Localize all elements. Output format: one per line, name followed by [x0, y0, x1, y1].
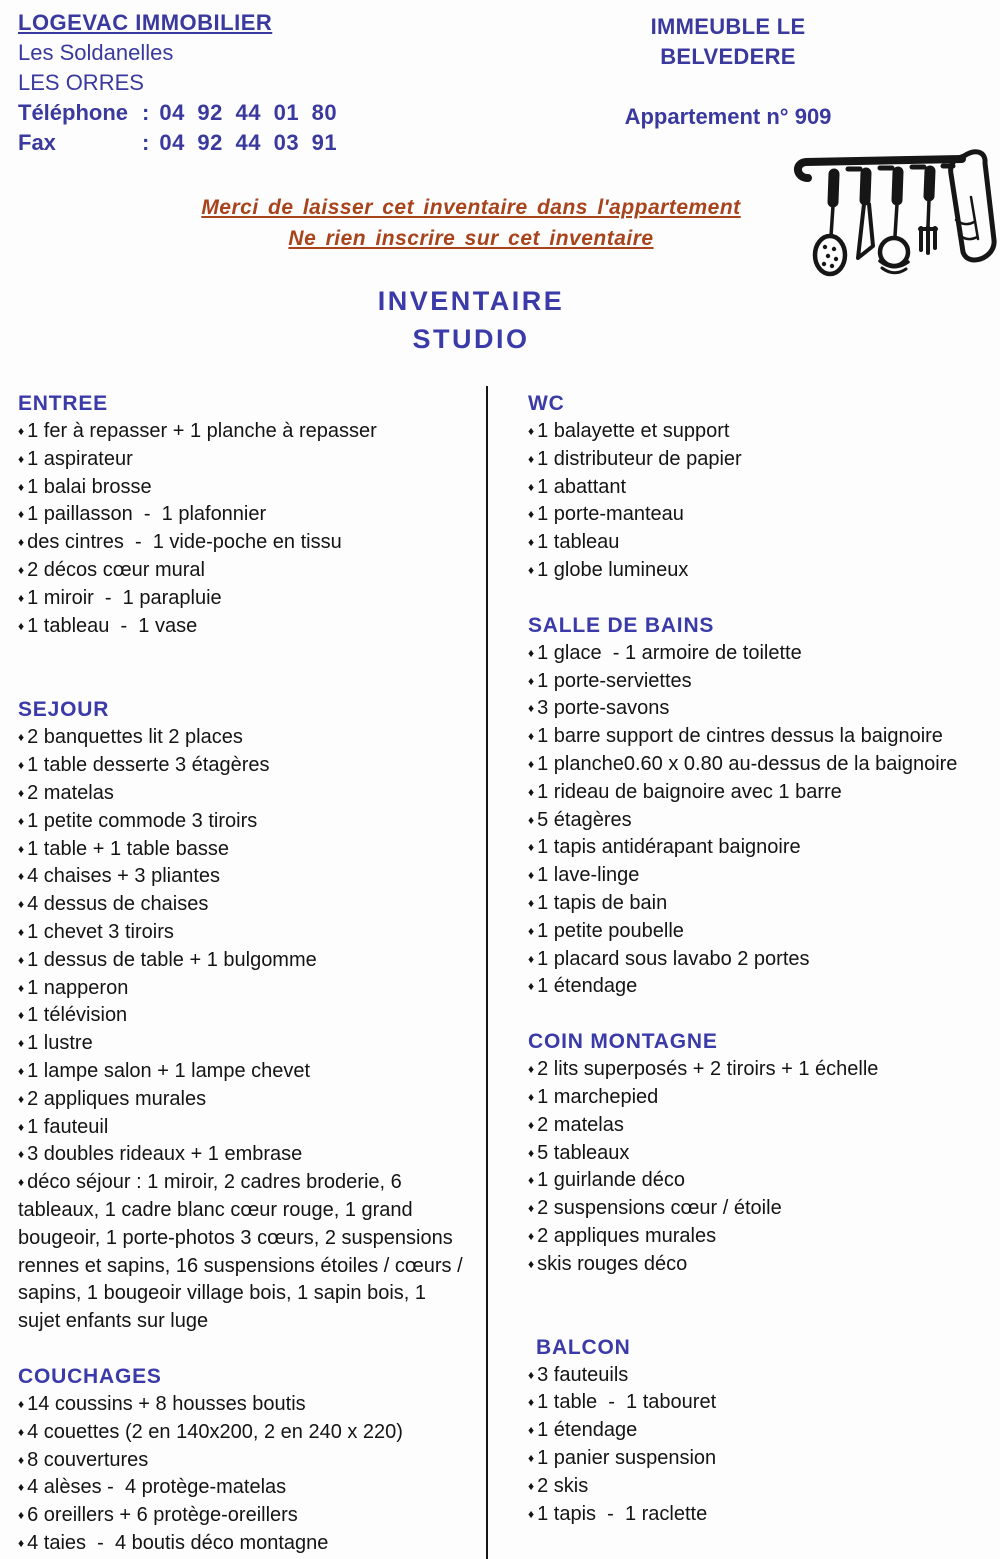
item-text: 1 porte-manteau	[537, 503, 684, 526]
diamond-bullet-icon: ♦	[18, 451, 25, 466]
diamond-bullet-icon: ♦	[18, 1424, 25, 1439]
inventory-item	[528, 1084, 996, 1112]
diamond-bullet-icon: ♦	[18, 1175, 25, 1190]
diamond-bullet-icon: ♦	[528, 1173, 535, 1188]
item-text: 14 coussins + 8 housses boutis	[27, 1392, 306, 1415]
diamond-bullet-icon: ♦	[18, 479, 25, 494]
item-text: 3 porte-savons	[537, 697, 670, 720]
item-text: 1 marchepied	[537, 1085, 659, 1108]
inventory-item	[18, 1086, 468, 1114]
item-text: 1 paillasson - 1 plafonnier	[27, 503, 267, 526]
item-text: 4 taies - 4 boutis déco montagne	[27, 1531, 329, 1554]
diamond-bullet-icon: ♦	[18, 507, 25, 522]
diamond-bullet-icon: ♦	[18, 841, 25, 856]
diamond-bullet-icon: ♦	[528, 1201, 535, 1216]
diamond-bullet-icon: ♦	[528, 1506, 535, 1521]
item-text: 1 planche0.60 x 0.80 au-dessus de la baignoire	[537, 752, 958, 775]
diamond-bullet-icon: ♦	[18, 1091, 25, 1106]
diamond-bullet-icon: ♦	[528, 479, 535, 494]
diamond-bullet-icon: ♦	[528, 1395, 535, 1410]
diamond-bullet-icon: ♦	[528, 1367, 535, 1382]
inventory-item	[528, 1223, 996, 1251]
inventory-item	[528, 501, 996, 529]
item-text: 1 table - 1 tabouret	[537, 1391, 717, 1414]
diamond-bullet-icon: ♦	[18, 869, 25, 884]
item-text: 2 suspensions cœur / étoile	[537, 1197, 782, 1220]
agency-header	[18, 8, 337, 158]
item-text: 1 télévision	[27, 1004, 128, 1027]
item-text: 1 étendage	[537, 1419, 638, 1442]
inventory-item	[18, 975, 468, 1003]
phone-colon: :	[142, 100, 150, 125]
inventory-item	[18, 863, 468, 891]
diamond-bullet-icon: ♦	[18, 1119, 25, 1134]
diamond-bullet-icon: ♦	[18, 897, 25, 912]
right-column	[468, 390, 1000, 1528]
inventory-item	[18, 529, 468, 557]
diamond-bullet-icon: ♦	[528, 701, 535, 716]
item-text: 1 distributeur de papier	[537, 447, 742, 470]
diamond-bullet-icon: ♦	[528, 1145, 535, 1160]
inventory-item	[528, 1140, 996, 1168]
item-text: 1 tableau	[537, 531, 620, 554]
item-text: 1 aspirateur	[27, 447, 133, 470]
page-title-line-2: STUDIO	[412, 324, 530, 354]
inventory-item	[528, 1056, 996, 1084]
inventory-item	[18, 1002, 468, 1030]
section-title: ENTREE	[18, 392, 108, 415]
item-text: 1 étendage	[537, 975, 638, 998]
inventory-item	[18, 808, 468, 836]
inventory-item	[528, 446, 996, 474]
inventory-item	[18, 780, 468, 808]
fax-number: 04 92 44 03 91	[159, 130, 338, 155]
inventory-item	[528, 695, 996, 723]
item-text: 1 fer à repasser + 1 planche à repasser	[27, 420, 377, 442]
item-text: 2 appliques murales	[537, 1224, 717, 1247]
diamond-bullet-icon: ♦	[18, 1452, 25, 1467]
section-title: WC	[528, 392, 565, 415]
item-text: 1 tapis antidérapant baignoire	[537, 836, 801, 859]
inventory-item	[528, 918, 996, 946]
item-text: 2 appliques murales	[27, 1087, 207, 1110]
inventory-item	[528, 779, 996, 807]
inventory-item	[18, 1169, 468, 1336]
diamond-bullet-icon: ♦	[528, 812, 535, 827]
inventory-item	[528, 529, 996, 557]
item-text: 1 tapis - 1 raclette	[537, 1502, 708, 1525]
diamond-bullet-icon: ♦	[528, 535, 535, 550]
item-text: 2 banquettes lit 2 places	[27, 726, 243, 749]
item-text: 1 porte-serviettes	[537, 669, 692, 692]
item-text: 1 miroir - 1 parapluie	[27, 586, 222, 609]
diamond-bullet-icon: ♦	[528, 424, 535, 438]
item-text: 1 fauteuil	[27, 1115, 109, 1138]
inventory-section-sejour	[18, 696, 468, 1336]
inventory-item	[528, 862, 996, 890]
diamond-bullet-icon: ♦	[18, 562, 25, 577]
notice-line-1: Merci de laisser cet inventaire dans l'appartement	[201, 196, 741, 219]
item-text: 1 abattant	[537, 475, 627, 498]
diamond-bullet-icon: ♦	[18, 1008, 25, 1023]
fax-line	[18, 128, 337, 158]
inventory-item	[18, 1474, 468, 1502]
inventory-section-coin-montagne	[528, 1028, 996, 1278]
diamond-bullet-icon: ♦	[528, 951, 535, 966]
diamond-bullet-icon: ♦	[18, 1535, 25, 1550]
item-text: 2 lits superposés + 2 tiroirs + 1 échelle	[537, 1058, 879, 1081]
item-text: 1 balayette et support	[537, 420, 730, 442]
diamond-bullet-icon: ♦	[528, 784, 535, 799]
diamond-bullet-icon: ♦	[18, 980, 25, 995]
diamond-bullet-icon: ♦	[18, 1036, 25, 1051]
item-text: 2 skis	[537, 1474, 589, 1497]
item-text: 1 napperon	[27, 976, 129, 999]
item-text: 5 tableaux	[537, 1141, 630, 1164]
inventory-item	[18, 947, 468, 975]
diamond-bullet-icon: ♦	[528, 645, 535, 660]
item-text: 2 matelas	[537, 1113, 624, 1136]
item-text: 3 doubles rideaux + 1 embrase	[27, 1143, 303, 1166]
inventory-item	[528, 834, 996, 862]
item-text: 1 lave-linge	[537, 864, 640, 887]
diamond-bullet-icon: ♦	[528, 729, 535, 744]
item-text: skis rouges déco	[537, 1252, 688, 1275]
inventory-section-wc	[528, 390, 996, 585]
item-text: 6 oreillers + 6 protège-oreillers	[27, 1504, 298, 1527]
item-text: déco séjour : 1 miroir, 2 cadres broderie, 6 tableaux, 1 cadre blanc cœur rouge, 1 grand bougeoir, 1 porte-photos 3 cœurs, 2 suspensions rennes et sapins, 16 suspensions étoiles / cœurs / sapins, 1 bougeoir village bois, 1 sapin bois, 1 sujet enfants sur luge	[18, 1171, 469, 1333]
diamond-bullet-icon: ♦	[18, 535, 25, 550]
inventory-item	[18, 501, 468, 529]
inventory-item	[18, 1141, 468, 1169]
inventory-columns	[0, 390, 1000, 1558]
phone-number: 04 92 44 01 80	[159, 100, 338, 125]
diamond-bullet-icon: ♦	[18, 730, 25, 745]
inventory-item	[18, 613, 468, 641]
diamond-bullet-icon: ♦	[18, 785, 25, 800]
inventory-item	[528, 1501, 996, 1529]
section-title: BALCON	[536, 1335, 631, 1359]
diamond-bullet-icon: ♦	[528, 562, 535, 577]
inventory-item	[18, 1030, 468, 1058]
apartment-number: Appartement n° 909	[624, 104, 832, 129]
diamond-bullet-icon: ♦	[528, 840, 535, 855]
item-text: 4 chaises + 3 pliantes	[27, 865, 221, 888]
building-name: IMMEUBLE LE BELVEDERE	[650, 14, 806, 69]
item-text: 4 alèses - 4 protège-matelas	[27, 1476, 287, 1499]
page-title-line-1: INVENTAIRE	[377, 286, 565, 316]
phone-line	[18, 98, 337, 128]
diamond-bullet-icon: ♦	[528, 1256, 535, 1271]
diamond-bullet-icon: ♦	[528, 756, 535, 771]
notice-block	[0, 192, 942, 254]
inventory-item	[18, 446, 468, 474]
phone-label: Téléphone	[18, 100, 129, 125]
diamond-bullet-icon: ♦	[18, 1147, 25, 1162]
diamond-bullet-icon: ♦	[18, 924, 25, 939]
inventory-item	[18, 1530, 468, 1558]
inventory-section-salle-de-bains	[528, 612, 996, 1001]
inventory-item	[528, 1389, 996, 1417]
diamond-bullet-icon: ♦	[528, 507, 535, 522]
diamond-bullet-icon: ♦	[528, 1450, 535, 1465]
item-text: 1 barre support de cintres dessus la baignoire	[537, 725, 943, 748]
inventory-item	[528, 751, 996, 779]
diamond-bullet-icon: ♦	[528, 1062, 535, 1077]
item-text: 4 dessus de chaises	[27, 893, 209, 916]
diamond-bullet-icon: ♦	[18, 590, 25, 605]
inventory-item	[18, 474, 468, 502]
building-header	[582, 12, 874, 132]
diamond-bullet-icon: ♦	[528, 1423, 535, 1438]
inventory-item	[18, 1419, 468, 1447]
diamond-bullet-icon: ♦	[18, 618, 25, 633]
inventory-item	[528, 1112, 996, 1140]
inventory-item	[528, 1473, 996, 1501]
inventory-section-entree	[18, 390, 468, 640]
agency-name: LOGEVAC IMMOBILIER	[18, 10, 273, 35]
diamond-bullet-icon: ♦	[528, 979, 535, 994]
item-text: 1 petite commode 3 tiroirs	[27, 809, 258, 832]
inventory-item	[528, 1417, 996, 1445]
inventory-item	[528, 723, 996, 751]
item-text: 1 chevet 3 tiroirs	[27, 920, 174, 943]
diamond-bullet-icon: ♦	[18, 758, 25, 773]
inventory-item	[528, 640, 996, 668]
item-text: 1 tapis de bain	[537, 891, 668, 914]
inventory-item	[18, 836, 468, 864]
item-text: des cintres - 1 vide-poche en tissu	[27, 531, 342, 554]
item-text: 5 étagères	[537, 808, 632, 831]
item-text: 1 lustre	[27, 1032, 93, 1055]
inventory-item	[18, 1447, 468, 1475]
left-column	[0, 390, 468, 1558]
item-text: 1 balai brosse	[27, 475, 152, 498]
item-text: 1 rideau de baignoire avec 1 barre	[537, 780, 842, 803]
diamond-bullet-icon: ♦	[18, 424, 25, 438]
section-title: SALLE DE BAINS	[528, 613, 715, 637]
inventory-item	[528, 1167, 996, 1195]
item-text: 1 petite poubelle	[537, 919, 684, 942]
inventory-item	[528, 890, 996, 918]
diamond-bullet-icon: ♦	[18, 813, 25, 828]
inventory-item	[528, 668, 996, 696]
inventory-item	[528, 1195, 996, 1223]
inventory-section-couchages	[18, 1363, 468, 1558]
inventory-item	[18, 1502, 468, 1530]
inventory-item	[528, 1251, 996, 1279]
inventory-item	[528, 1445, 996, 1473]
inventory-item	[528, 1362, 996, 1390]
diamond-bullet-icon: ♦	[18, 1480, 25, 1495]
inventory-item	[18, 919, 468, 947]
inventory-item	[18, 557, 468, 585]
diamond-bullet-icon: ♦	[528, 451, 535, 466]
inventory-item	[528, 807, 996, 835]
diamond-bullet-icon: ♦	[528, 1478, 535, 1493]
item-text: 1 placard sous lavabo 2 portes	[537, 947, 810, 970]
inventory-item	[18, 585, 468, 613]
section-title: COUCHAGES	[18, 1364, 162, 1388]
diamond-bullet-icon: ♦	[528, 1228, 535, 1243]
inventory-item	[528, 474, 996, 502]
inventory-item	[528, 946, 996, 974]
inventory-section-balcon	[528, 1334, 996, 1529]
inventory-item	[18, 1391, 468, 1419]
item-text: 3 fauteuils	[537, 1363, 629, 1386]
item-text: 4 couettes (2 en 140x200, 2 en 240 x 220)	[27, 1420, 403, 1443]
diamond-bullet-icon: ♦	[528, 923, 535, 938]
item-text: 2 matelas	[27, 781, 114, 804]
diamond-bullet-icon: ♦	[528, 673, 535, 688]
diamond-bullet-icon: ♦	[18, 1508, 25, 1523]
section-title: SEJOUR	[18, 698, 110, 722]
diamond-bullet-icon: ♦	[18, 1396, 25, 1411]
item-text: 1 guirlande déco	[537, 1169, 686, 1192]
notice-line-2: Ne rien inscrire sur cet inventaire	[288, 227, 654, 250]
inventory-item	[528, 557, 996, 585]
item-text: 1 panier suspension	[537, 1446, 717, 1469]
item-text: 1 table desserte 3 étagères	[27, 754, 270, 777]
inventory-item	[18, 418, 468, 446]
diamond-bullet-icon: ♦	[528, 1089, 535, 1104]
diamond-bullet-icon: ♦	[18, 952, 25, 967]
diamond-bullet-icon: ♦	[528, 895, 535, 910]
diamond-bullet-icon: ♦	[18, 1063, 25, 1078]
item-text: 1 globe lumineux	[537, 558, 689, 581]
diamond-bullet-icon: ♦	[528, 1117, 535, 1132]
item-text: 1 glace - 1 armoire de toilette	[537, 641, 802, 664]
item-text: 1 table + 1 table basse	[27, 837, 229, 860]
inventory-item	[18, 1114, 468, 1142]
fax-colon: :	[142, 130, 150, 155]
inventory-item	[18, 891, 468, 919]
section-title: COIN MONTAGNE	[528, 1030, 718, 1054]
inventory-item	[18, 724, 468, 752]
agency-residence: Les Soldanelles	[18, 40, 174, 65]
page-title	[0, 282, 942, 358]
inventory-item	[18, 1058, 468, 1086]
item-text: 1 lampe salon + 1 lampe chevet	[27, 1059, 311, 1082]
item-text: 1 tableau - 1 vase	[27, 614, 198, 637]
item-text: 1 dessus de table + 1 bulgomme	[27, 948, 317, 971]
inventory-item	[528, 973, 996, 1001]
item-text: 2 décos cœur mural	[27, 558, 205, 581]
diamond-bullet-icon: ♦	[528, 868, 535, 883]
fax-label: Fax	[18, 130, 56, 155]
inventory-item	[528, 418, 996, 446]
item-text: 8 couvertures	[27, 1448, 149, 1471]
inventory-item	[18, 752, 468, 780]
agency-city: LES ORRES	[18, 70, 144, 95]
